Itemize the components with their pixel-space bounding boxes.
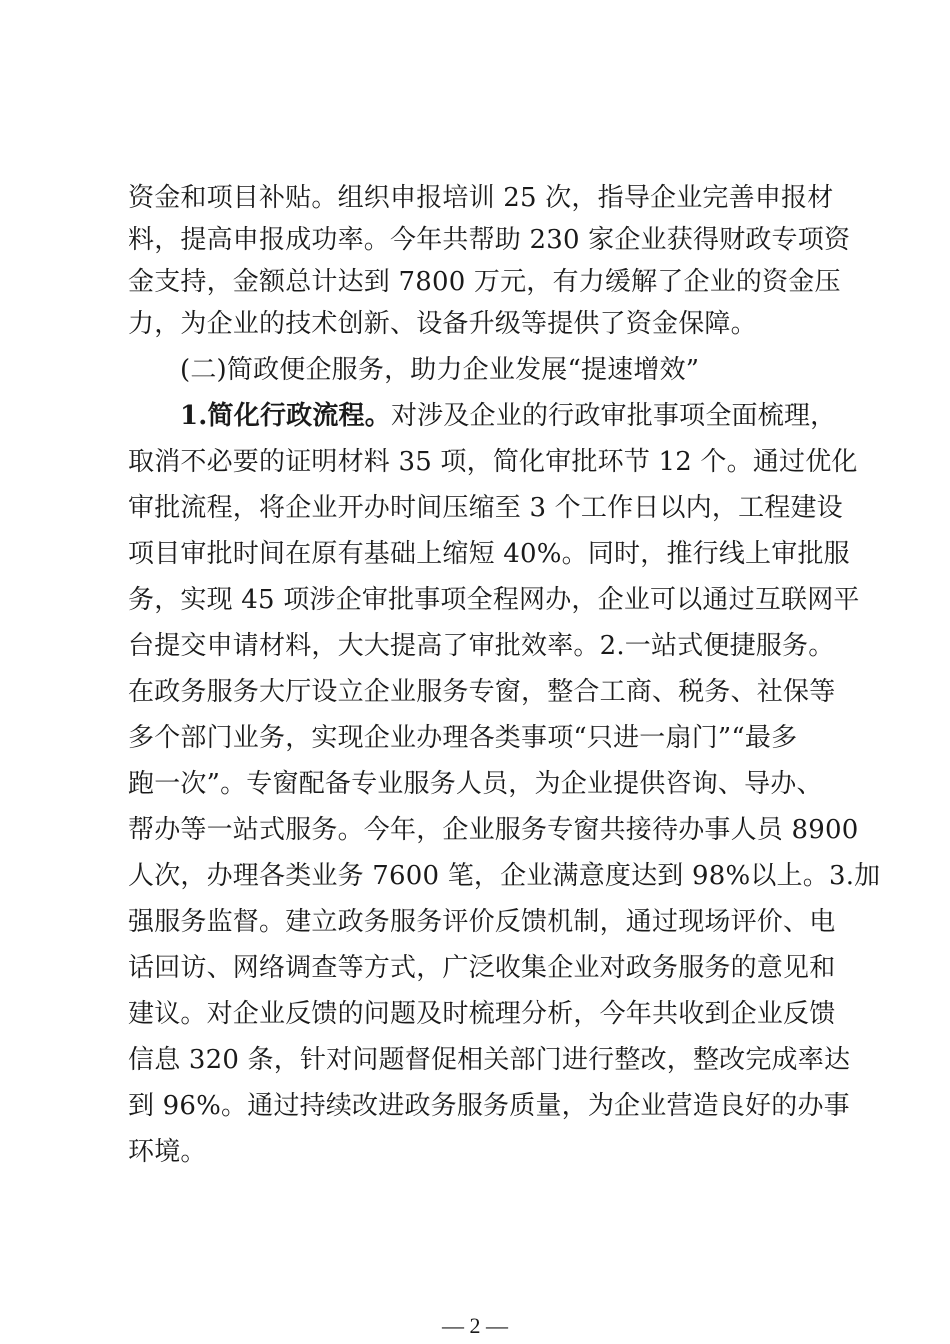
paragraph-line: 取消不必要的证明材料 35 项，简化审批环节 12 个。通过优化: [128, 447, 858, 477]
paragraph-line: 到 96%。通过持续改进政务服务质量，为企业营造良好的办事: [128, 1091, 850, 1121]
paragraph-line: 帮办等一站式服务。今年，企业服务专窗共接待办事人员 8900: [128, 815, 859, 845]
paragraph-text: 对涉及企业的行政审批事项全面梳理，: [390, 401, 837, 431]
paragraph-line: 务，实现 45 项涉企审批事项全程网办，企业可以通过互联网平: [128, 585, 860, 615]
paragraph-line: 环境。: [128, 1137, 207, 1167]
paragraph-line: 审批流程，将企业开办时间压缩至 3 个工作日以内，工程建设: [128, 493, 843, 523]
paragraph-line: 人次，办理各类业务 7600 笔，企业满意度达到 98%以上。3.加: [128, 861, 881, 891]
section-heading: (二)简政便企服务，助力企业发展“提速增效”: [180, 355, 700, 385]
paragraph-line: 料，提高申报成功率。今年共帮助 230 家企业获得财政专项资: [128, 225, 851, 255]
paragraph-line: 在政务服务大厅设立企业服务专窗，整合工商、税务、社保等: [128, 677, 836, 707]
paragraph-line: 建议。对企业反馈的问题及时梳理分析，今年共收到企业反馈: [128, 999, 836, 1029]
paragraph-line: 项目审批时间在原有基础上缩短 40%。同时，推行线上审批服: [128, 539, 850, 569]
paragraph-line: 强服务监督。建立政务服务评价反馈机制，通过现场评价、电: [128, 907, 836, 937]
paragraph-line: 信息 320 条，针对问题督促相关部门进行整改，整改完成率达: [128, 1045, 851, 1075]
item-heading: 1.简化行政流程。: [180, 401, 391, 431]
paragraph-line: 话回访、网络调查等方式，广泛收集企业对政务服务的意见和: [128, 953, 836, 983]
page-number: — 2 —: [442, 1313, 508, 1338]
paragraph-line: 多个部门业务，实现企业办理各类事项“只进一扇门”“最多: [128, 723, 798, 753]
paragraph-line: 力，为企业的技术创新、设备升级等提供了资金保障。: [128, 309, 757, 339]
paragraph-line: 台提交申请材料，大大提高了审批效率。2.一站式便捷服务。: [128, 631, 835, 661]
paragraph-line: 金支持，金额总计达到 7800 万元，有力缓解了企业的资金压: [128, 267, 841, 297]
paragraph-line-first: [180, 396, 837, 436]
paragraph-line: 资金和项目补贴。组织申报培训 25 次，指导企业完善申报材: [128, 183, 834, 213]
paragraph-line: 跑一次”。专窗配备专业服务人员，为企业提供咨询、导办、: [128, 769, 823, 799]
